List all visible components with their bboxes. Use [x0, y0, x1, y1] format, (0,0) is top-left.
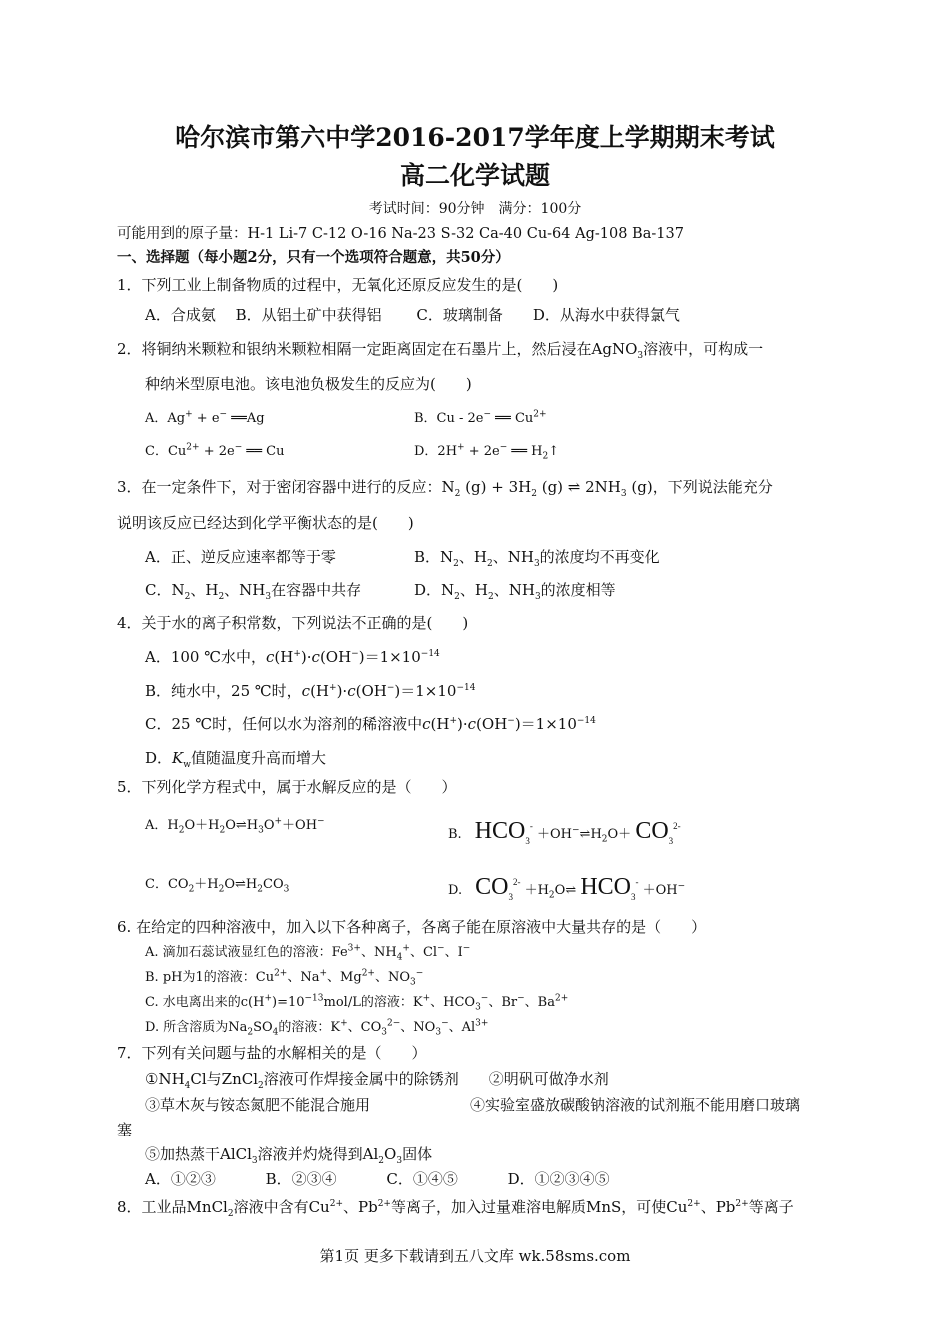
exam-title: 哈尔滨市第六中学2016-2017学年度上学期期末考试 — [175, 123, 775, 152]
question-7-item-1-2: $①NH_4Cl$与ZnCl$_2$溶液可作焊接金属中的除锈剂 ②明矾可做净水剂 — [145, 1070, 609, 1091]
question-6-option-d: D. 所含溶质为$Na_2SO_4$的溶液：K+、$CO_3^{2-}$、$NO_3^-$、$Al^{3+}$ — [145, 1018, 489, 1038]
page-footer: 第1页 更多下载请到五八文库 wk.58sms.com — [319, 1247, 631, 1265]
question-7-options: A．①②③ B．②③④ C．①④⑤ D．①②③④⑤ — [145, 1170, 610, 1188]
question-4-option-c: C．25 ℃时，任何以水为溶剂的稀溶液中$c(H^+)\cdot c(OH^-)=1\times 10^{-14}$ — [145, 715, 596, 733]
question-5-option-d: D. $CO_3^{2-}$ $+H_2O\rightleftharpoons$ $HCO_3^- +OH^-$ — [448, 874, 686, 902]
question-3-option-a: A．正、逆反应速率都等于零 — [145, 548, 336, 566]
question-7-stem: 7．下列有关问题与盐的水解相关的是（ ） — [117, 1044, 427, 1062]
question-4-stem: 4．关于水的离子积常数，下列说法不正确的是( ) — [117, 614, 469, 632]
question-1-options: A．合成氨 B．从铝土矿中获得铝 C．玻璃制备 D．从海水中获得氯气 — [145, 306, 680, 324]
question-1-stem: 1．下列工业上制备物质的过程中，无氧化还原反应发生的是( ) — [117, 276, 559, 294]
question-7-item-4-tail: 塞 — [117, 1121, 133, 1139]
question-5-option-a: A．$H_2O+H_2O\rightleftharpoons H_3O^++OH^-$ — [145, 816, 325, 836]
question-6-option-b: B. pH为1的溶液：$Cu^{2+}$、Na+、$Mg^{2+}$、$NO_3^-$ — [145, 968, 424, 988]
question-3-stem-cont: 说明该反应已经达到化学平衡状态的是( ) — [117, 514, 414, 532]
question-8-stem: 8．工业品MnCl$_2$溶液中含有$Cu^{2+}$、$Pb^{2+}$等离子，加入过量难溶电解质MnS，可使$Cu^{2+}$、$Pb^{2+}$等离子 — [117, 1198, 794, 1219]
question-2-option-b: B．Cu - 2e− ══ $Cu^{2+}$ — [414, 409, 547, 426]
question-5-stem: 5．下列化学方程式中，属于水解反应的是（ ） — [117, 778, 457, 796]
question-6-stem: 6. 在给定的四种溶液中，加入以下各种离子，各离子能在原溶液中大量共存的是（ ） — [117, 918, 707, 936]
question-6-option-c: C. 水电离出来的$c(H^+)=10^{-13}mol/L$的溶液：K+、$HCO_3^-$、Br−、$Ba^{2+}$ — [145, 993, 569, 1013]
question-2-option-d: D．2H+ + 2e− ══ $H_2↑$ — [414, 442, 560, 462]
question-2-option-a: A．Ag+ + e− ══Ag — [145, 409, 265, 426]
question-3-option-b: B．$N_2$、$H_2$、$NH_3$的浓度均不再变化 — [414, 548, 660, 569]
question-6-option-a: A. 滴加石蕊试液显红色的溶液：$Fe^{3+}$、$NH_4^+$、Cl−、I− — [145, 943, 471, 963]
question-3-option-d: D．$N_2$、$H_2$、$NH_3$的浓度相等 — [414, 581, 616, 602]
question-5-option-b: B. $HCO_3^-$ $+OH^-\rightleftharpoons H_2O+ CO_3^{2-}$ — [448, 818, 681, 846]
question-4-option-d: D．$K_w$值随温度升高而增大 — [145, 749, 326, 770]
question-7-item-5: ⑤加热蒸干AlCl$_3$溶液并灼烧得到$Al_2O_3$固体 — [145, 1145, 433, 1166]
question-7-item-3: ③草木灰与铵态氮肥不能混合施用 — [145, 1096, 371, 1114]
question-2-option-c: C．$Cu^{2+} + 2e^-$ ══ Cu — [145, 442, 285, 459]
question-3-stem: 3．在一定条件下，对于密闭容器中进行的反应：$N_2$ $(g) + 3H_2$ (g) ⇌ $2NH_3$ (g)，下列说法能充分 — [117, 478, 773, 499]
question-4-option-b: B．纯水中，25 ℃时，$c(H^+)\cdot c(OH^-)=1\times 10^{-14}$ — [145, 682, 476, 700]
exam-info: 考试时间：90分钟 满分：100分 — [368, 201, 582, 217]
question-3-option-c: C．$N_2$、$H_2$、$NH_3$在容器中共存 — [145, 581, 362, 602]
section-heading: 一、选择题（每小题2分，只有一个选项符合题意，共50分） — [117, 249, 510, 266]
atomic-masses: 可能用到的原子量：H-1 Li-7 C-12 O-16 Na-23 S-32 Ca-40 Cu-64 Ag-108 Ba-137 — [117, 226, 684, 242]
exam-subtitle: 高二化学试题 — [399, 161, 550, 190]
question-7-item-4: ④实验室盛放碳酸钠溶液的试剂瓶不能用磨口玻璃 — [470, 1096, 801, 1114]
question-4-option-a: A．100 ℃水中，$c(H^+)\cdot c(OH^-)=1\times 10^{-14}$ — [145, 648, 440, 666]
question-2-stem-cont: 种纳米型原电池。该电池负极发生的反应为( ) — [145, 375, 472, 393]
question-5-option-c: C．$CO_2+H_2O\rightleftharpoons H_2CO_3$ — [145, 877, 290, 895]
question-2-stem: 2．将铜纳米颗粒和银纳米颗粒相隔一定距离固定在石墨片上，然后浸在AgNO$_3$溶液中，可构成一 — [117, 340, 764, 361]
